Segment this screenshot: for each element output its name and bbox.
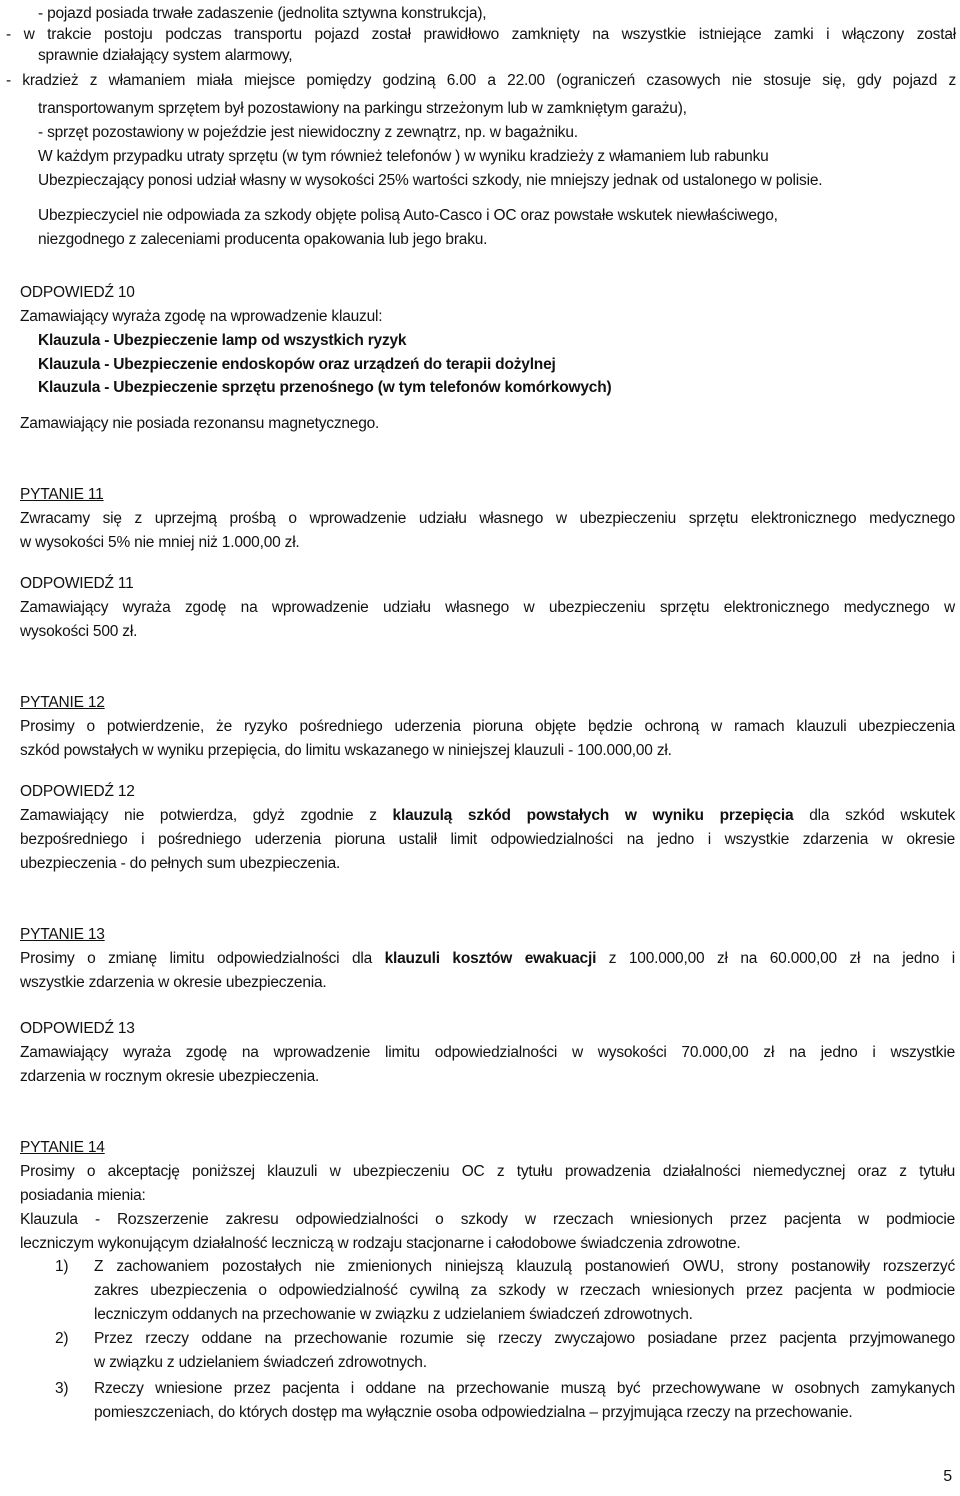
paragraph-line: w wysokości 5% nie mniej niż 1.000,00 zł.: [20, 534, 300, 551]
clause-name: klauzuli kosztów ewakuacji: [384, 950, 597, 967]
list-item-line: zakres ubezpieczenia o odpowiedzialność cywilną za szkody w rzeczach wniesionych przez pacjenta w podmiocie: [94, 1282, 955, 1299]
page-number: 5: [943, 1468, 952, 1485]
clause-name: Klauzula - Ubezpieczenie endoskopów oraz urządzeń do terapii dożylnej: [38, 356, 556, 373]
list-item-number: 3): [55, 1380, 69, 1397]
paragraph-line: Zamawiający wyraża zgodę na wprowadzenie limitu odpowiedzialności w wysokości 70.000,00 zł na jedno i wszystkie: [20, 1044, 955, 1061]
list-item-line: Przez rzeczy oddane na przechowanie rozumie się rzeczy zwyczajowo posiadane przez pacjenta przyjmowanego: [94, 1330, 955, 1347]
list-item-line: Rzeczy wniesione przez pacjenta i oddane na przechowanie muszą być przechowywane w osobnych zamykanych: [94, 1380, 955, 1397]
paragraph-line: W każdym przypadku utraty sprzętu (w tym również telefonów ) w wyniku kradzieży z włamaniem lub rabunku: [38, 148, 769, 165]
paragraph-line: Zamawiający wyraża zgodę na wprowadzenie klauzul:: [20, 308, 383, 325]
paragraph-line: zdarzenia w rocznym okresie ubezpieczenia.: [20, 1068, 320, 1085]
list-item-number: 1): [55, 1258, 69, 1275]
paragraph-line: Prosimy o potwierdzenie, że ryzyko pośredniego uderzenia pioruna objęte będzie ochroną w ramach klauzuli ubezpieczenia: [20, 718, 955, 735]
paragraph-line: wysokości 500 zł.: [20, 623, 138, 640]
paragraph-line: niezgodnego z zaleceniami producenta opakowania lub jego braku.: [38, 231, 488, 248]
section-heading: PYTANIE 12: [20, 694, 105, 711]
condition-line: - pojazd posiada trwałe zadaszenie (jednolita sztywna konstrukcja),: [38, 5, 487, 22]
clause-name: Klauzula - Ubezpieczenie sprzętu przenośnego (w tym telefonów komórkowych): [38, 379, 612, 396]
paragraph-line: Zwracamy się z uprzejmą prośbą o wprowadzenie udziału własnego w ubezpieczeniu sprzętu elektronicznego medycznego: [20, 510, 955, 527]
section-heading: PYTANIE 13: [20, 926, 105, 943]
section-heading: ODPOWIEDŹ 12: [20, 783, 135, 800]
section-heading: ODPOWIEDŹ 10: [20, 284, 135, 301]
section-heading: PYTANIE 14: [20, 1139, 105, 1156]
paragraph-line: Klauzula - Rozszerzenie zakresu odpowiedzialności o szkody w rzeczach wniesionych przez pacjenta w podmiocie: [20, 1211, 955, 1228]
paragraph-line: ubezpieczenia - do pełnych sum ubezpieczenia.: [20, 855, 341, 872]
condition-line: - w trakcie postoju podczas transportu pojazd został prawidłowo zamknięty na wszystkie istniejące zamki i włączony został: [6, 26, 956, 43]
list-item-line: Z zachowaniem pozostałych nie zmienionych niniejszą klauzulą postanowień OWU, strony postanowiły rozszerzyć: [94, 1258, 955, 1275]
list-item-line: w związku z udzielaniem świadczeń zdrowotnych.: [94, 1354, 427, 1371]
condition-line: - sprzęt pozostawiony w pojeździe jest niewidoczny z zewnątrz, np. w bagażniku.: [38, 124, 578, 141]
section-heading: ODPOWIEDŹ 11: [20, 575, 134, 592]
clause-name: klauzulą szkód powstałych w wyniku przepięcia: [392, 807, 794, 824]
list-item-line: pomieszczeniach, do których dostęp ma wyłącznie osoba odpowiedzialna – przyjmująca rzeczy na przechowanie.: [94, 1404, 853, 1421]
paragraph-line: leczniczym wykonującym działalność leczniczą w rodzaju stacjonarne i całodobowe świadczenia zdrowotne.: [20, 1235, 741, 1252]
clause-name: Klauzula - Ubezpieczenie lamp od wszystkich ryzyk: [38, 332, 407, 349]
condition-line: sprawnie działający system alarmowy,: [38, 47, 293, 64]
list-item-line: leczniczym oddanych na przechowanie w związku z udzielaniem świadczeń zdrowotnych.: [94, 1306, 693, 1323]
paragraph-line: szkód powstałych w wyniku przepięcia, do limitu wskazanego w niniejszej klauzuli - 100.000,00 zł.: [20, 742, 672, 759]
list-item-number: 2): [55, 1330, 69, 1347]
paragraph-line: Zamawiający nie potwierdza, gdyż zgodnie z klauzulą szkód powstałych w wyniku przepięcia dla szkód wskutek: [20, 807, 955, 824]
paragraph-line: Prosimy o akceptację poniższej klauzuli w ubezpieczeniu OC z tytułu prowadzenia działalności niemedycznej oraz z tytułu: [20, 1163, 955, 1180]
paragraph-line: bezpośredniego i pośredniego uderzenia pioruna ustalił limit odpowiedzialności na jedno i wszystkie zdarzenia w okresie: [20, 831, 955, 848]
condition-line: transportowanym sprzętem był pozostawiony na parkingu strzeżonym lub w zamkniętym garażu),: [38, 100, 687, 117]
paragraph-line: wszystkie zdarzenia w okresie ubezpieczenia.: [20, 974, 327, 991]
paragraph-line: Prosimy o zmianę limitu odpowiedzialności dla klauzuli kosztów ewakuacji z 100.000,00 zł na 60.000,00 zł na jedno i: [20, 950, 955, 967]
paragraph-line: Ubezpieczyciel nie odpowiada za szkody objęte polisą Auto-Casco i OC oraz powstałe wskutek niewłaściwego,: [38, 207, 778, 224]
paragraph-line: posiadania mienia:: [20, 1187, 146, 1204]
paragraph-line: Ubezpieczający ponosi udział własny w wysokości 25% wartości szkody, nie mniejszy jednak od ustalonego w polisie.: [38, 172, 823, 189]
paragraph-line: Zamawiający nie posiada rezonansu magnetycznego.: [20, 415, 380, 432]
section-heading: ODPOWIEDŹ 13: [20, 1020, 135, 1037]
paragraph-line: Zamawiający wyraża zgodę na wprowadzenie udziału własnego w ubezpieczeniu sprzętu elektronicznego medycznego w: [20, 599, 955, 616]
condition-line: - kradzież z włamaniem miała miejsce pomiędzy godziną 6.00 a 22.00 (ograniczeń czasowych nie stosuje się, gdy pojazd z: [6, 72, 956, 89]
section-heading: PYTANIE 11: [20, 486, 104, 503]
